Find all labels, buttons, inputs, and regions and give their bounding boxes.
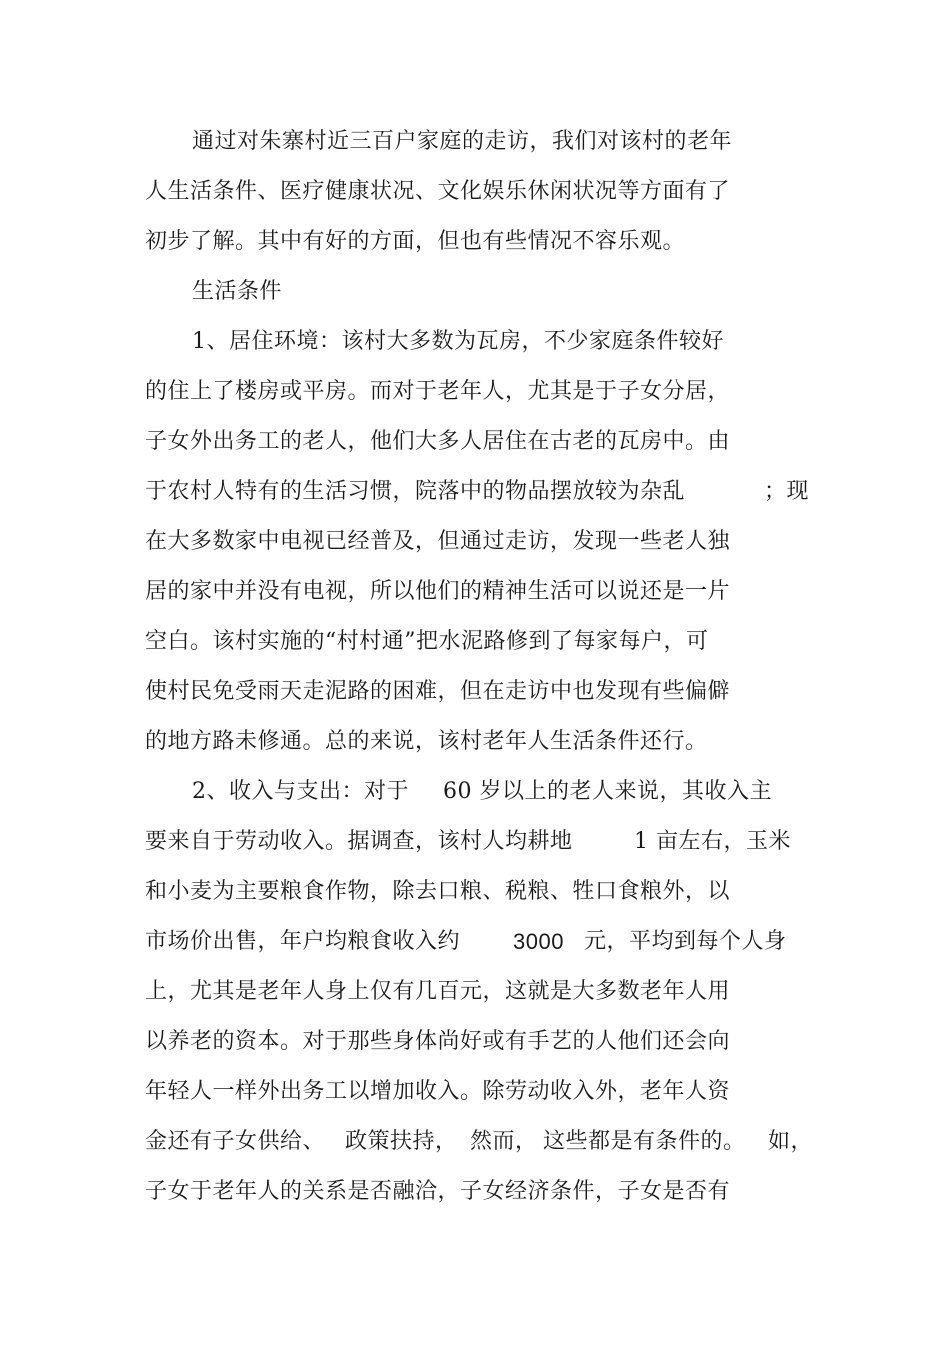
text-line: 2、收入与支出：对于: [192, 779, 409, 804]
text-line: 1、居住环境：该村大多数为瓦房，不少家庭条件较好: [192, 329, 724, 354]
text-line: 在大多数家中电视已经普及，但通过走访，发现一些老人独: [145, 529, 731, 554]
text-fragment: 3000: [513, 929, 564, 954]
text-line: 通过对朱寨村近三百户家庭的走访，我们对该村的老年: [192, 129, 733, 154]
text-line: 要来自于劳动收入。据调查，该村人均耕地: [145, 829, 573, 854]
text-line: 人生活条件、医疗健康状况、文化娱乐休闲状况等方面有了: [145, 179, 731, 204]
text-fragment: 然而，: [470, 1129, 538, 1154]
text-fragment: ；现: [764, 479, 810, 504]
text-fragment: 元，平均到每个人身: [584, 929, 787, 954]
text-line: 子女外出务工的老人，他们大多人居住在古老的瓦房中。由: [145, 429, 731, 454]
text-fragment: 政策扶持，: [345, 1129, 458, 1154]
text-fragment: 1 亩左右，玉米: [634, 829, 791, 854]
section-heading: 生活条件: [192, 279, 283, 304]
text-line: 使村民免受雨天走泥路的困难，但在走访中也发现有些偏僻: [145, 679, 731, 704]
text-line: 初步了解。其中有好的方面，但也有些情况不容乐观。: [145, 229, 686, 254]
text-line: 子女于老年人的关系是否融洽，子女经济条件，子女是否有: [145, 1179, 731, 1204]
text-line: 金还有子女供给、: [145, 1129, 326, 1154]
text-line: 年轻人一样外出务工以增加收入。除劳动收入外，老年人资: [145, 1079, 731, 1104]
text-line: 的住上了楼房或平房。而对于老年人，尤其是于子女分居，: [145, 379, 731, 404]
text-line: 和小麦为主要粮食作物，除去口粮、税粮、牲口食粮外，以: [145, 879, 731, 904]
text-line: 居的家中并没有电视，所以他们的精神生活可以说还是一片: [145, 579, 731, 604]
text-fragment: 这些都是有条件的。: [543, 1129, 746, 1154]
text-line: 的地方路未修通。总的来说，该村老年人生活条件还行。: [145, 729, 708, 754]
text-line: 上，尤其是老年人身上仅有几百元，这就是大多数老年人用: [145, 979, 731, 1004]
text-line: 于农村人特有的生活习惯，院落中的物品摆放较为杂乱: [145, 479, 686, 504]
text-line: 市场价出售，年户均粮食收入约: [145, 929, 461, 954]
text-fragment: 60 岁以上的老人来说，其收入主: [443, 779, 772, 804]
text-fragment: 如，: [768, 1129, 814, 1154]
text-line: 以养老的资本。对于那些身体尚好或有手艺的人他们还会向: [145, 1029, 731, 1054]
text-line: 空白。该村实施的“村村通”把水泥路修到了每家每户，可: [145, 629, 709, 654]
